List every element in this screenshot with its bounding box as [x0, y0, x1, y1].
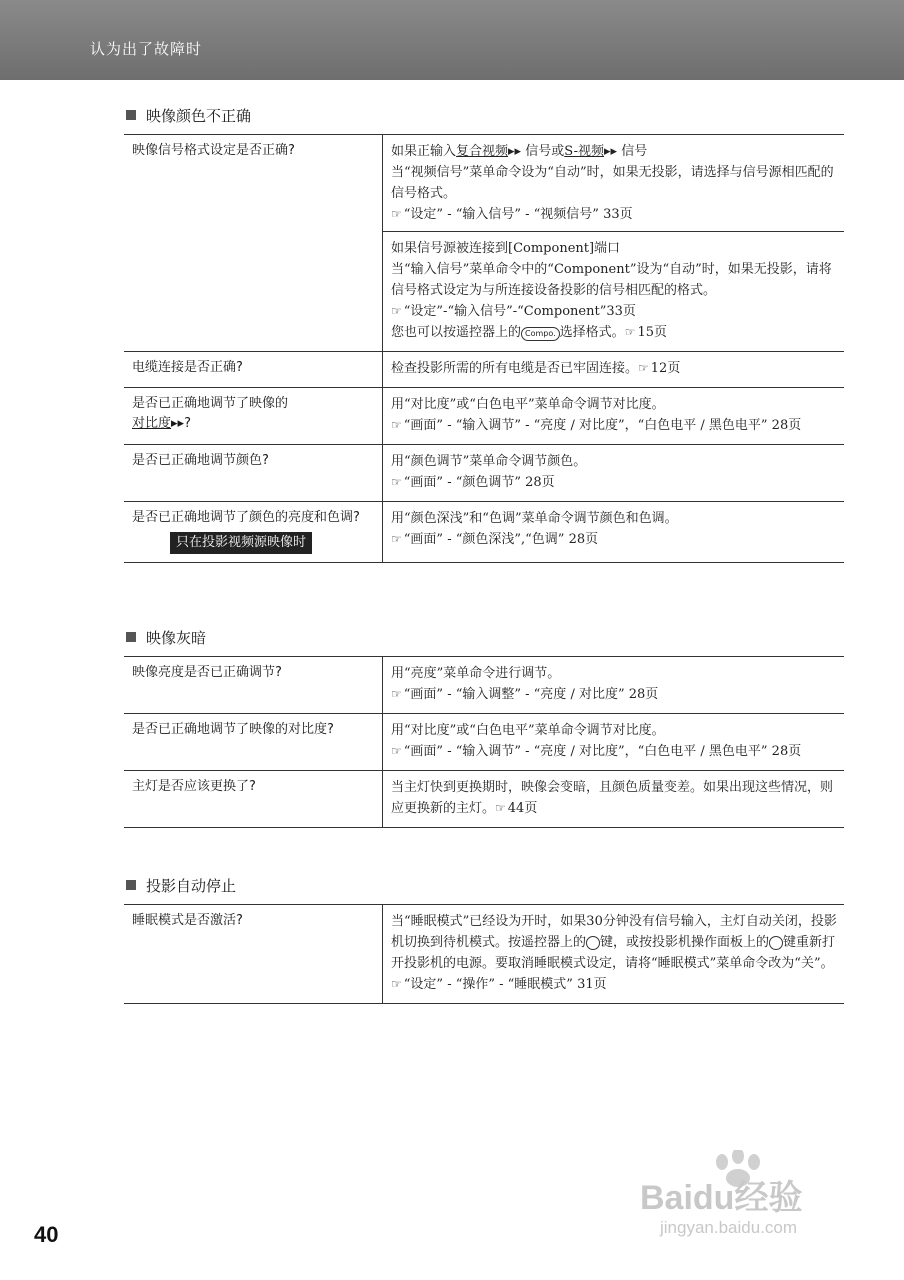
section-heading — [124, 102, 844, 128]
section-heading — [124, 624, 844, 650]
table-row — [124, 771, 844, 828]
square-bullet-icon — [126, 880, 136, 890]
question-cell: 睡眠模式是否激活? — [124, 905, 383, 1004]
section-heading — [124, 872, 844, 898]
answer-block — [383, 141, 844, 232]
answer-text: 当“睡眠模式”已经设为开时，如果30分钟没有信号输入，主灯自动关闭，投影机切换到待机模式。按遥控器上的 键，或按投影机操作面板上的 键重新打开投影机的电源。要取消睡眠模式设定，请将“睡眠模式”菜单命令改为“关”。 — [391, 914, 837, 971]
table-row — [124, 502, 844, 563]
reference-pointer-icon: ☞ — [624, 325, 636, 339]
section-title: 投影自动停止 — [146, 876, 237, 895]
composite-video-link[interactable]: 复合视频 — [456, 144, 509, 159]
answer-block — [383, 238, 844, 343]
power-button-icon — [586, 936, 600, 950]
page-reference: ☞ “画面” - “颜色深浅”,“色调” 28页 — [391, 532, 599, 547]
troubleshoot-table — [124, 904, 844, 1004]
watermark-logo: Baidu经验 — [640, 1179, 803, 1217]
answer-text: 当“视频信号”菜单命令设为“自动”时，如果无投影，请选择与信号源相匹配的信号格式。 — [391, 165, 834, 201]
answer-cell: 用“对比度”或“白色电平”菜单命令调节对比度。 ☞ “画面” - “输入调节” - “亮度 / 对比度”，“白色电平 / 黑色电平” 28页 — [383, 388, 845, 445]
compo-button-icon: Compo. — [521, 327, 560, 341]
page-number: 40 — [34, 1222, 59, 1247]
reference-pointer-icon: ☞ — [391, 532, 402, 546]
answer-cell: 用“颜色深浅”和“色调”菜单命令调节颜色和色调。 ☞ “画面” - “颜色深浅”,“色调” 28页 — [383, 502, 845, 563]
reference-pointer-icon: ☞ — [495, 801, 506, 815]
answer-first-line: 如果正输入复合视频▸▸ 信号或S-视频▸▸ 信号 — [391, 144, 648, 159]
question-cell: 是否已正确地调节颜色? — [124, 445, 383, 502]
section-title: 映像灰暗 — [146, 628, 207, 647]
watermark — [640, 1150, 860, 1250]
table-row — [124, 657, 844, 714]
table-row — [124, 905, 844, 1004]
answer-cell: 用“颜色调节”菜单命令调节颜色。 ☞ “画面” - “颜色调节” 28页 — [383, 445, 845, 502]
answer-text: 如果信号源被连接到[Component]端口 当“输入信号”菜单命令中的“Component”设为“自动”时，如果无投影，请将信号格式设定为与所连接设备投影的信号相匹配的格式。 — [391, 241, 832, 298]
page-reference: ☞ “画面” - “输入调节” - “亮度 / 对比度”，“白色电平 / 黑色电平” 28页 — [391, 744, 802, 759]
page-reference: ☞ “设定” - “操作” - “睡眠模式” 31页 — [391, 977, 607, 992]
contrast-link[interactable]: 对比度 — [132, 416, 172, 431]
section-auto-stop — [124, 872, 844, 1004]
s-video-link[interactable]: S-视频 — [564, 144, 605, 159]
question-cell: 电缆连接是否正确? — [124, 352, 383, 388]
reference-pointer-icon: ☞ — [391, 418, 402, 432]
table-row — [124, 445, 844, 502]
question-cell: 主灯是否应该更换了? — [124, 771, 383, 828]
troubleshoot-table — [124, 134, 844, 563]
answer-cell — [383, 135, 845, 352]
page-reference: ☞ “画面” - “颜色调节” 28页 — [391, 475, 555, 490]
answer-cell — [383, 905, 845, 1004]
glossary-arrow-icon: ▸▸ — [171, 416, 185, 431]
answer-cell: 用“亮度”菜单命令进行调节。 ☞ “画面” - “输入调整” - “亮度 / 对比度” 28页 — [383, 657, 845, 714]
watermark-url: jingyan.baidu.com — [660, 1218, 798, 1237]
reference-pointer-icon: ☞ — [391, 475, 402, 489]
page-reference: ☞ “设定”-“输入信号”-“Component”33页 — [391, 304, 636, 319]
table-row — [124, 352, 844, 388]
answer-cell: 当主灯快到更换期时，映像会变暗，且颜色质量变差。如果出现这些情况，则应更换新的主灯。☞ 44页 — [391, 780, 834, 816]
power-button-icon — [769, 936, 783, 950]
table-row — [124, 714, 844, 771]
answer-tail: 您也可以按遥控器上的 Compo. 选择格式。☞ 15页 — [391, 325, 667, 340]
answer-cell: 检查投影所需的所有电缆是否已牢固连接。☞ 12页 — [383, 352, 845, 388]
page-reference: ☞ “画面” - “输入调节” - “亮度 / 对比度”，“白色电平 / 黑色电平” 28页 — [391, 418, 802, 433]
section-title: 映像颜色不正确 — [146, 106, 252, 125]
page-reference: ☞ “画面” - “输入调整” - “亮度 / 对比度” 28页 — [391, 687, 659, 702]
reference-pointer-icon: ☞ — [638, 361, 649, 375]
square-bullet-icon — [126, 110, 136, 120]
header-title: 认为出了故障时 — [90, 40, 203, 58]
glossary-arrow-icon: ▸▸ — [508, 144, 522, 159]
table-row — [124, 135, 844, 352]
question-cell: 是否已正确地调节了映像的对比度? — [124, 714, 383, 771]
table-row — [124, 388, 844, 445]
page-reference: ☞ “设定” - “输入信号” - “视频信号” 33页 — [391, 207, 633, 222]
question-cell: 映像亮度是否已正确调节? — [124, 657, 383, 714]
question-cell: 是否已正确地调节了颜色的亮度和色调? 只在投影视频源映像时 — [124, 502, 383, 563]
condition-badge: 只在投影视频源映像时 — [170, 532, 312, 554]
section-dim-image — [124, 624, 844, 828]
reference-pointer-icon: ☞ — [391, 744, 402, 758]
reference-pointer-icon: ☞ — [391, 687, 402, 701]
glossary-arrow-icon: ▸▸ — [604, 144, 618, 159]
reference-pointer-icon: ☞ — [391, 977, 402, 991]
reference-pointer-icon: ☞ — [391, 304, 402, 318]
page-header — [0, 0, 904, 80]
question-cell: 映像信号格式设定是否正确? — [124, 135, 383, 352]
reference-pointer-icon: ☞ — [391, 207, 402, 221]
square-bullet-icon — [126, 632, 136, 642]
section-wrong-color — [124, 102, 844, 563]
answer-cell: 用“对比度”或“白色电平”菜单命令调节对比度。 ☞ “画面” - “输入调节” - “亮度 / 对比度”，“白色电平 / 黑色电平” 28页 — [383, 714, 845, 771]
troubleshoot-table — [124, 656, 844, 828]
question-cell: 是否已正确地调节了映像的 对比度▸▸? — [124, 388, 383, 445]
